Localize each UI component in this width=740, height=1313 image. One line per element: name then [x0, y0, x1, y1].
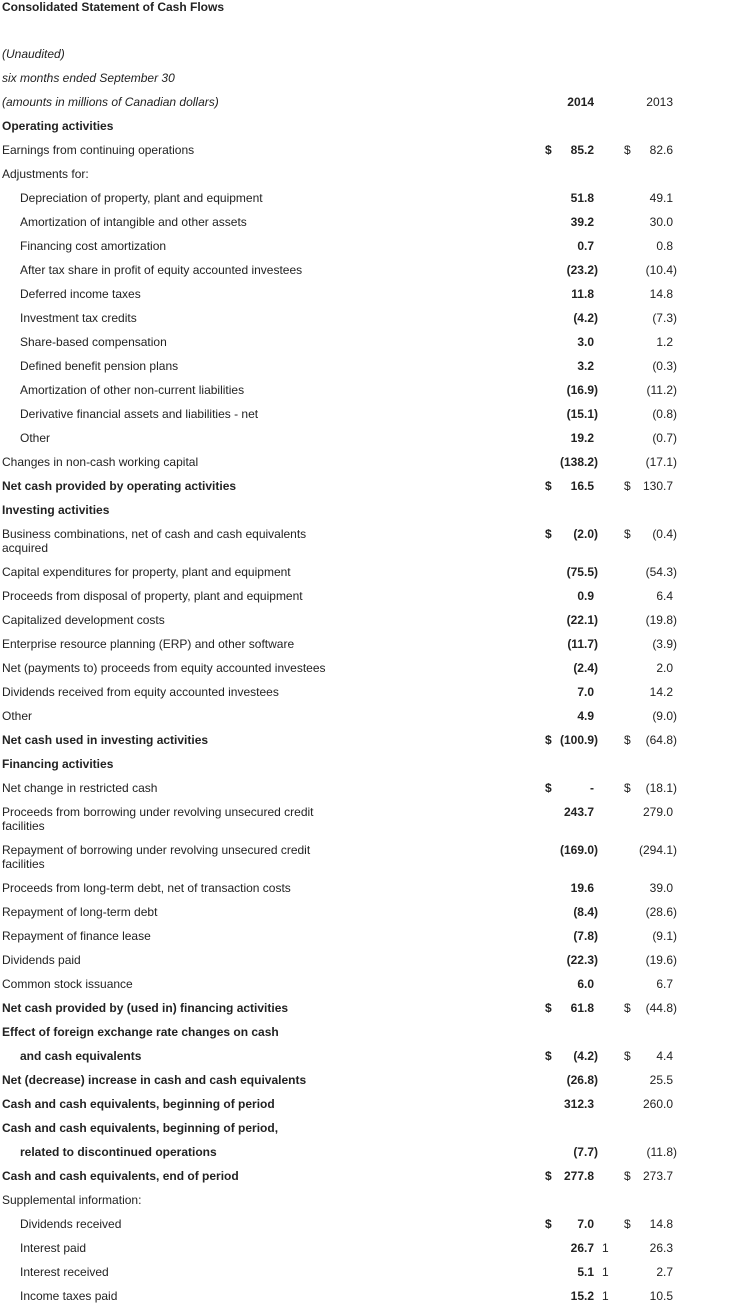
- value-prior-year: (19.8): [645, 613, 677, 627]
- row-label: Repayment of finance lease: [2, 929, 151, 943]
- value-prior-year: (54.3): [645, 565, 677, 579]
- value-current-year: -: [590, 781, 594, 795]
- table-row: [0, 119, 740, 143]
- value-current-year: 15.2: [570, 1289, 594, 1303]
- row-label: Business combinations, net of cash and cash equivalents acquired: [2, 527, 307, 555]
- row-label: Investing activities: [2, 503, 110, 517]
- currency-symbol: $: [624, 781, 631, 795]
- table-row: [0, 455, 740, 479]
- row-label: Interest paid: [20, 1241, 87, 1255]
- value-current-year: (16.9): [566, 383, 598, 397]
- value-prior-year: 130.7: [642, 479, 673, 493]
- row-label: Net (payments to) proceeds from equity accounted investees: [2, 661, 326, 675]
- row-label: Proceeds from borrowing under revolving unsecured credit facilities: [2, 805, 314, 833]
- year-column-prior: 2013: [646, 95, 673, 109]
- value-current-year: 85.2: [570, 143, 594, 157]
- value-prior-year: 26.3: [649, 1241, 673, 1255]
- currency-symbol: $: [545, 527, 552, 541]
- table-row: [0, 1145, 740, 1169]
- value-prior-year: 6.4: [656, 589, 673, 603]
- table-row: [0, 407, 740, 431]
- year-column-current: 2014: [567, 95, 594, 109]
- row-label: Effect of foreign exchange rate changes on cash: [2, 1025, 279, 1039]
- value-current-year: 7.0: [577, 685, 594, 699]
- value-current-year: (7.7): [573, 1145, 598, 1159]
- footnote-marker: 1: [602, 1265, 609, 1279]
- value-current-year: (22.3): [566, 953, 598, 967]
- row-label: Net (decrease) increase in cash and cash equivalents: [2, 1073, 307, 1087]
- table-row: [0, 263, 740, 287]
- table-row: [0, 479, 740, 503]
- row-label: Repayment of long-term debt: [2, 905, 158, 919]
- currency-symbol: $: [624, 1049, 631, 1063]
- value-current-year: 312.3: [563, 1097, 594, 1111]
- value-prior-year: 30.0: [649, 215, 673, 229]
- currency-symbol: $: [624, 1217, 631, 1231]
- table-row: [0, 167, 740, 191]
- row-label: Cash and cash equivalents, beginning of period,: [2, 1121, 279, 1135]
- footnote-marker: 1: [602, 1241, 609, 1255]
- value-prior-year: 14.8: [649, 287, 673, 301]
- row-label: Amortization of intangible and other assets: [20, 215, 247, 229]
- table-row: [0, 781, 740, 805]
- value-prior-year: 10.5: [649, 1289, 673, 1303]
- value-current-year: 3.0: [577, 335, 594, 349]
- row-label: Net cash provided by (used in) financing activities: [2, 1001, 289, 1015]
- table-row: [0, 1097, 740, 1121]
- value-prior-year: 260.0: [642, 1097, 673, 1111]
- value-current-year: 6.0: [577, 977, 594, 991]
- value-prior-year: (44.8): [645, 1001, 677, 1015]
- currency-symbol: $: [545, 479, 552, 493]
- value-prior-year: 1.2: [656, 335, 673, 349]
- footnote-marker: 1: [602, 1289, 609, 1303]
- row-label: Common stock issuance: [2, 977, 133, 991]
- row-label: Adjustments for:: [2, 167, 89, 181]
- value-current-year: 4.9: [577, 709, 594, 723]
- table-row: [0, 1241, 740, 1265]
- value-prior-year: (10.4): [645, 263, 677, 277]
- table-row: [0, 843, 740, 871]
- value-prior-year: (0.8): [652, 407, 677, 421]
- table-row: [0, 1193, 740, 1217]
- value-current-year: 243.7: [563, 805, 594, 819]
- table-row: [0, 311, 740, 335]
- currency-symbol: $: [545, 1217, 552, 1231]
- table-row: [0, 805, 740, 833]
- table-row: [0, 685, 740, 709]
- value-current-year: (75.5): [566, 565, 598, 579]
- row-label: Net cash provided by operating activities: [2, 479, 237, 493]
- header-line-text: six months ended September 30: [2, 71, 175, 85]
- currency-symbol: $: [545, 1169, 552, 1183]
- value-prior-year: 14.2: [649, 685, 673, 699]
- value-prior-year: 4.4: [656, 1049, 673, 1063]
- value-current-year: 61.8: [570, 1001, 594, 1015]
- value-current-year: (11.7): [567, 637, 598, 651]
- currency-symbol: $: [545, 733, 552, 747]
- value-current-year: 7.0: [577, 1217, 594, 1231]
- value-prior-year: (0.7): [652, 431, 677, 445]
- row-label: Share-based compensation: [20, 335, 167, 349]
- value-prior-year: 273.7: [642, 1169, 673, 1183]
- value-current-year: (2.4): [573, 661, 598, 675]
- table-row: [0, 1001, 740, 1025]
- table-row: [0, 383, 740, 407]
- currency-symbol: $: [624, 527, 631, 541]
- value-current-year: 3.2: [577, 359, 594, 373]
- currency-symbol: $: [624, 143, 631, 157]
- row-label: After tax share in profit of equity accounted investees: [20, 263, 303, 277]
- table-row: [0, 1121, 740, 1145]
- table-row: [0, 431, 740, 455]
- value-current-year: (23.2): [566, 263, 598, 277]
- value-prior-year: 82.6: [649, 143, 673, 157]
- table-row: [0, 527, 740, 555]
- value-current-year: 19.6: [570, 881, 594, 895]
- table-row: [0, 1073, 740, 1097]
- value-prior-year: 39.0: [649, 881, 673, 895]
- table-row: [0, 929, 740, 953]
- row-label: Net cash used in investing activities: [2, 733, 209, 747]
- value-prior-year: 6.7: [656, 977, 673, 991]
- value-prior-year: 279.0: [642, 805, 673, 819]
- value-prior-year: 2.0: [656, 661, 673, 675]
- row-label: Deferred income taxes: [20, 287, 141, 301]
- row-label: Operating activities: [2, 119, 114, 133]
- row-label: Derivative financial assets and liabilities - net: [20, 407, 259, 421]
- header-line: [0, 71, 740, 95]
- value-current-year: 19.2: [570, 431, 594, 445]
- table-row: [0, 733, 740, 757]
- value-current-year: (15.1): [566, 407, 598, 421]
- statement-title: Consolidated Statement of Cash Flows: [2, 0, 225, 14]
- value-prior-year: 0.8: [656, 239, 673, 253]
- row-label: Other: [2, 709, 33, 723]
- row-label: Cash and cash equivalents, end of period: [2, 1169, 239, 1183]
- currency-symbol: $: [545, 1049, 552, 1063]
- row-label: Repayment of borrowing under revolving unsecured credit facilities: [2, 843, 311, 871]
- row-label: Interest received: [20, 1265, 109, 1279]
- table-row: [0, 1169, 740, 1193]
- value-current-year: 16.5: [570, 479, 594, 493]
- value-prior-year: (9.0): [652, 709, 677, 723]
- value-prior-year: (17.1): [645, 455, 677, 469]
- row-label: Defined benefit pension plans: [20, 359, 179, 373]
- row-label: Cash and cash equivalents, beginning of period: [2, 1097, 275, 1111]
- row-label: Income taxes paid: [20, 1289, 118, 1303]
- table-row: [0, 757, 740, 781]
- value-prior-year: 2.7: [656, 1265, 673, 1279]
- table-row: [0, 1049, 740, 1073]
- value-current-year: (7.8): [573, 929, 598, 943]
- table-row: [0, 1265, 740, 1289]
- header-line-text: (amounts in millions of Canadian dollars): [2, 95, 219, 109]
- table-row: [0, 359, 740, 383]
- row-label: Enterprise resource planning (ERP) and other software: [2, 637, 295, 651]
- value-current-year: (2.0): [573, 527, 598, 541]
- row-label: Financing activities: [2, 757, 114, 771]
- value-current-year: (22.1): [566, 613, 598, 627]
- value-prior-year: 25.5: [649, 1073, 673, 1087]
- table-row: [0, 589, 740, 613]
- row-label: Capitalized development costs: [2, 613, 165, 627]
- value-current-year: (169.0): [559, 843, 598, 857]
- value-prior-year: (64.8): [645, 733, 677, 747]
- table-row: [0, 287, 740, 311]
- value-current-year: 277.8: [563, 1169, 594, 1183]
- row-label: Dividends received: [20, 1217, 122, 1231]
- value-current-year: 51.8: [570, 191, 594, 205]
- value-prior-year: (9.1): [652, 929, 677, 943]
- table-row: [0, 239, 740, 263]
- value-current-year: 39.2: [570, 215, 594, 229]
- value-current-year: (26.8): [566, 1073, 598, 1087]
- header-line: [0, 47, 740, 71]
- table-row: [0, 1289, 740, 1313]
- table-row: [0, 1025, 740, 1049]
- currency-symbol: $: [624, 1001, 631, 1015]
- row-label: Net change in restricted cash: [2, 781, 158, 795]
- value-current-year: (100.9): [559, 733, 598, 747]
- value-current-year: 0.7: [577, 239, 594, 253]
- currency-symbol: $: [624, 733, 631, 747]
- table-row: [0, 953, 740, 977]
- value-prior-year: (3.9): [652, 637, 677, 651]
- table-row: [0, 1217, 740, 1241]
- table-row: [0, 905, 740, 929]
- row-label: Changes in non-cash working capital: [2, 455, 199, 469]
- table-row: [0, 143, 740, 167]
- row-label: Earnings from continuing operations: [2, 143, 195, 157]
- row-label: related to discontinued operations: [20, 1145, 217, 1159]
- table-row: [0, 661, 740, 685]
- table-row: [0, 977, 740, 1001]
- table-row: [0, 191, 740, 215]
- table-row: [0, 215, 740, 239]
- value-prior-year: (11.8): [646, 1145, 677, 1159]
- value-prior-year: 14.8: [649, 1217, 673, 1231]
- row-label: Dividends paid: [2, 953, 81, 967]
- currency-symbol: $: [624, 479, 631, 493]
- value-current-year: (4.2): [573, 1049, 598, 1063]
- value-prior-year: (0.3): [652, 359, 677, 373]
- table-row: [0, 637, 740, 661]
- row-label: Depreciation of property, plant and equipment: [20, 191, 263, 205]
- value-current-year: 26.7: [570, 1241, 594, 1255]
- row-label: and cash equivalents: [20, 1049, 142, 1063]
- header-line-text: (Unaudited): [2, 47, 65, 61]
- row-label: Proceeds from disposal of property, plant and equipment: [2, 589, 303, 603]
- value-prior-year: 49.1: [649, 191, 673, 205]
- currency-symbol: $: [545, 781, 552, 795]
- row-label: Dividends received from equity accounted investees: [2, 685, 279, 699]
- table-row: [0, 709, 740, 733]
- value-prior-year: (0.4): [652, 527, 677, 541]
- value-prior-year: (18.1): [645, 781, 677, 795]
- table-row: [0, 335, 740, 359]
- value-prior-year: (28.6): [645, 905, 677, 919]
- value-prior-year: (19.6): [645, 953, 677, 967]
- row-label: Financing cost amortization: [20, 239, 167, 253]
- table-row: [0, 565, 740, 589]
- row-label: Proceeds from long-term debt, net of transaction costs: [2, 881, 291, 895]
- value-prior-year: (7.3): [652, 311, 677, 325]
- value-current-year: (138.2): [559, 455, 598, 469]
- row-label: Investment tax credits: [20, 311, 137, 325]
- row-label: Supplemental information:: [2, 1193, 142, 1207]
- value-current-year: (8.4): [573, 905, 598, 919]
- row-label: Other: [20, 431, 51, 445]
- value-prior-year: (294.1): [638, 843, 677, 857]
- currency-symbol: $: [545, 143, 552, 157]
- row-label: Amortization of other non-current liabilities: [20, 383, 245, 397]
- value-current-year: (4.2): [573, 311, 598, 325]
- value-current-year: 5.1: [577, 1265, 594, 1279]
- value-current-year: 0.9: [577, 589, 594, 603]
- row-label: Capital expenditures for property, plant and equipment: [2, 565, 291, 579]
- table-row: [0, 613, 740, 637]
- table-row: [0, 503, 740, 527]
- value-prior-year: (11.2): [646, 383, 677, 397]
- currency-symbol: $: [624, 1169, 631, 1183]
- currency-symbol: $: [545, 1001, 552, 1015]
- value-current-year: 11.8: [571, 287, 594, 301]
- table-row: [0, 881, 740, 905]
- header-line: [0, 95, 740, 119]
